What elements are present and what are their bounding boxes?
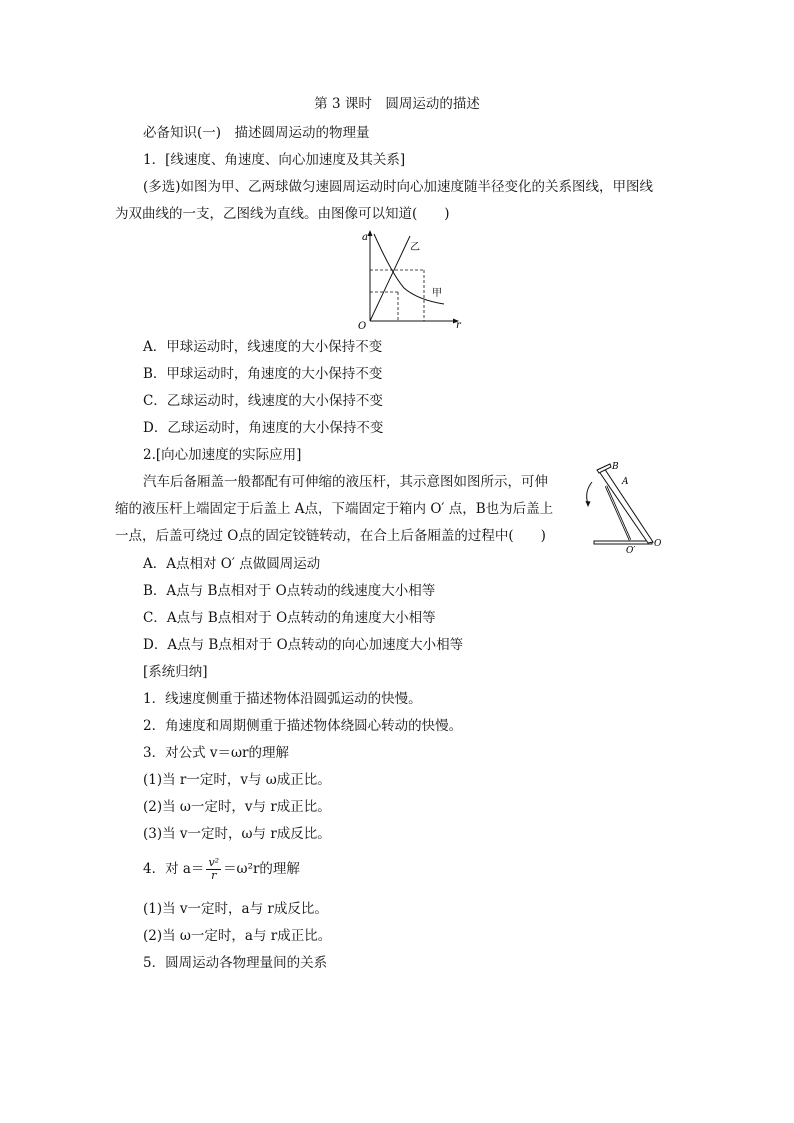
q2-option-c: C．A点与 B点相对于 O点转动的角速度大小相等 bbox=[143, 610, 436, 626]
section-heading: 必备知识(一) 描述圆周运动的物理量 bbox=[143, 125, 370, 141]
q2-stem-line2: 缩的液压杆上端固定于后盖上 A点，下端固定于箱内 O′ 点，B也为后盖上 bbox=[115, 501, 554, 517]
q1-stem-line1: (多选)如图为甲、乙两球做匀速圆周运动时向心加速度随半径变化的关系图线，甲图线 bbox=[143, 179, 654, 195]
q2-heading: 2.[向心加速度的实际应用] bbox=[143, 447, 302, 463]
summary-item4 bbox=[143, 857, 300, 882]
x-axis-label: r bbox=[456, 320, 461, 331]
summary-item4-b: (2)当 ω一定时，a与 r成正比。 bbox=[143, 928, 332, 944]
q1-option-c: C．乙球运动时，线速度的大小保持不变 bbox=[143, 393, 383, 409]
label-yi: 乙 bbox=[410, 242, 420, 253]
summary-item2: 2．角速度和周期侧重于描述物体绕圆心转动的快慢。 bbox=[143, 718, 463, 734]
q2-option-a: A．A点相对 O′ 点做圆周运动 bbox=[143, 556, 321, 572]
q2-stem-line1: 汽车后备厢盖一般都配有可伸缩的液压杆，其示意图如图所示，可伸 bbox=[143, 474, 548, 490]
label-O-prime: O′ bbox=[626, 546, 636, 556]
q1-option-d: D．乙球运动时，角速度的大小保持不变 bbox=[143, 420, 384, 436]
page-title: 第 3 课时 圆周运动的描述 bbox=[314, 96, 480, 112]
summary-item4-prefix: 4．对 a＝ bbox=[143, 861, 205, 877]
origin-label: O bbox=[358, 321, 367, 332]
q2-figure bbox=[582, 458, 668, 558]
y-axis-arrow bbox=[368, 230, 373, 236]
q1-option-b: B．甲球运动时，角速度的大小保持不变 bbox=[143, 366, 383, 382]
line-yi bbox=[370, 236, 410, 321]
summary-item3-c: (3)当 v一定时，ω与 r成反比。 bbox=[143, 826, 331, 842]
q1-heading: 1．[线速度、角速度、向心加速度及其关系] bbox=[143, 152, 406, 168]
summary-item3: 3．对公式 v＝ωr的理解 bbox=[143, 745, 289, 761]
summary-item4-a: (1)当 v一定时，a与 r成反比。 bbox=[143, 901, 328, 917]
fraction-v2-over-r bbox=[206, 857, 221, 882]
label-B: B bbox=[612, 462, 619, 472]
summary-item3-b: (2)当 ω一定时，v与 r成正比。 bbox=[143, 799, 331, 815]
summary-heading: [系统归纳] bbox=[143, 664, 208, 680]
base-plate bbox=[594, 541, 652, 544]
fraction-denominator: r bbox=[211, 869, 217, 882]
summary-item1: 1．线速度侧重于描述物体沿圆弧运动的快慢。 bbox=[143, 691, 422, 707]
label-A: A bbox=[622, 477, 629, 487]
rotation-arrow bbox=[587, 482, 592, 504]
rotation-arrow-head bbox=[586, 501, 591, 507]
q2-option-d: D．A点与 B点相对于 O点转动的向心加速度大小相等 bbox=[143, 637, 464, 653]
summary-item5: 5．圆周运动各物理量间的关系 bbox=[143, 955, 328, 971]
summary-item3-a: (1)当 r一定时，v与 ω成正比。 bbox=[143, 772, 331, 788]
q2-stem-line3: 一点，后盖可绕过 O点的固定铰链转动，在合上后备厢盖的过程中( ) bbox=[115, 528, 546, 544]
label-O: O bbox=[654, 539, 662, 549]
y-axis-label: a bbox=[362, 232, 368, 243]
q1-graph bbox=[352, 226, 470, 332]
summary-item4-suffix: ＝ω²r的理解 bbox=[223, 861, 300, 877]
fraction-numerator: v² bbox=[208, 856, 220, 869]
label-jia: 甲 bbox=[432, 288, 442, 299]
q1-stem-line2: 为双曲线的一支，乙图线为直线。由图像可以知道( ) bbox=[115, 206, 450, 222]
q2-option-b: B．A点与 B点相对于 O点转动的线速度大小相等 bbox=[143, 583, 436, 599]
q1-option-a: A．甲球运动时，线速度的大小保持不变 bbox=[143, 339, 383, 355]
